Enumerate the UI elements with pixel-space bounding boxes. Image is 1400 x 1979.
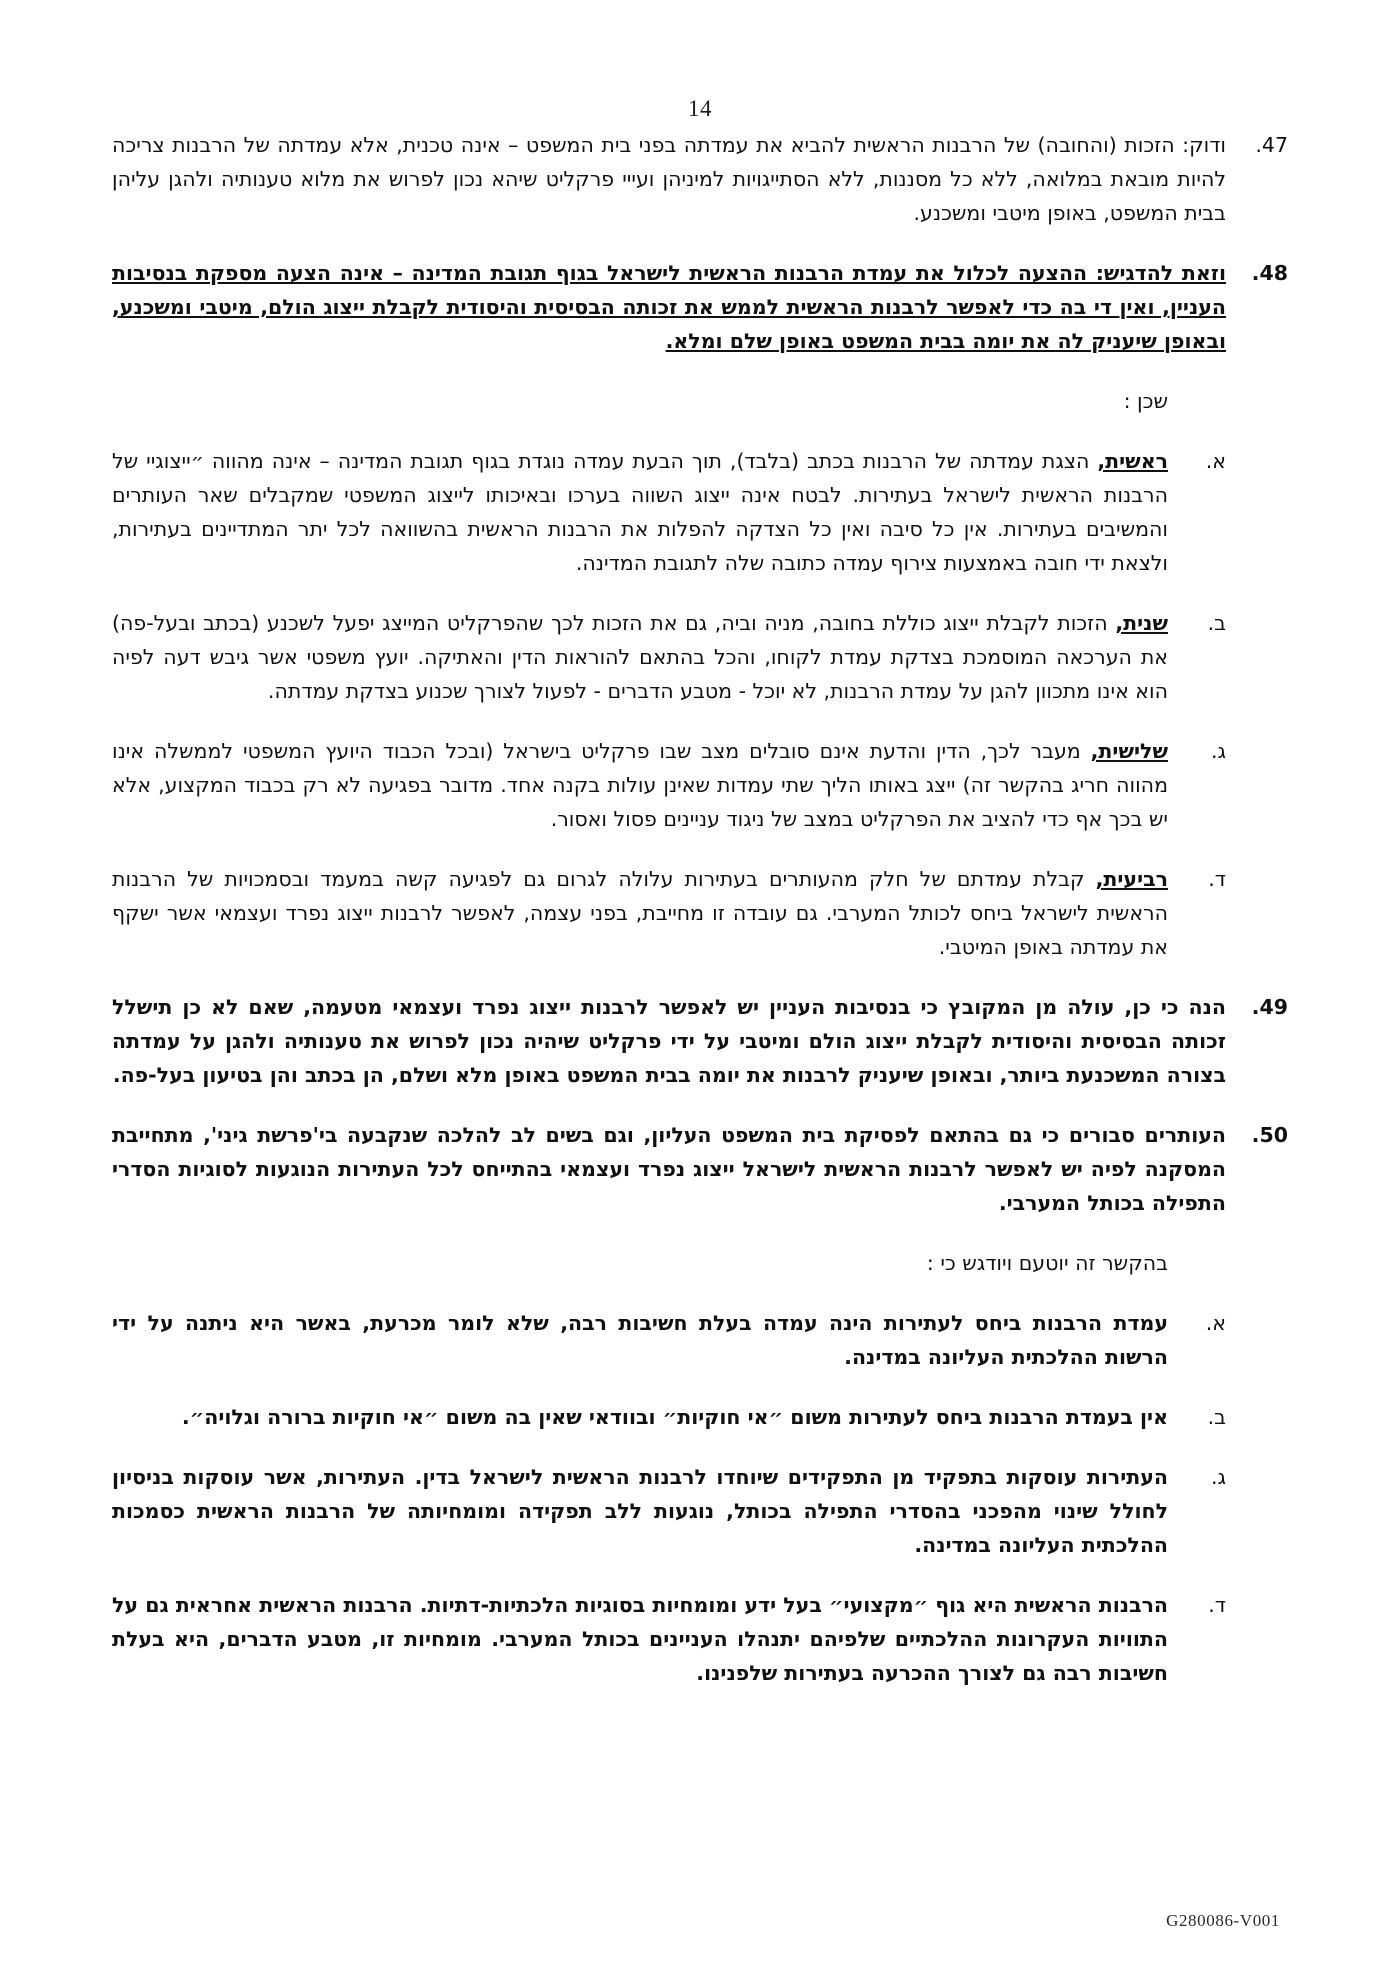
sub-item-text-a-2: עמדת הרבנות ביחס לעתירות הינה עמדה בעלת חשיבות רבה, שלא לומר מכרעת, באשר היא ניתנה על ידי הרשות ההלכתית העליונה במדינה. [112, 1311, 1168, 1369]
sub-item-b-second [112, 1400, 1288, 1434]
sub-item-marker-d: ד. [1208, 867, 1226, 891]
sub-item-text-c [112, 734, 1168, 836]
sub-item-d-second [112, 1588, 1288, 1690]
sub-item-b-run: הזכות לקבלת ייצוג כוללת בחובה, מניה וביה, גם את הזכות לכך שהפרקליט המייצג יפעל לשכנע (בכתב ובעל-פה) את הערכאה המוסמכת בצדקת עמדת לקוחו, והכל בהתאם להוראות הדין והאתיקה. יועץ משפטי אשר גיבש דעה לפיה הוא אינו מתכוון להגן על עמדת הרבנות, לא יוכל - מטבע הדברים - לפעול לצורך שכנוע בצדקת עמדתה. [112, 611, 1168, 703]
paragraph-number-49: 49. [1251, 995, 1288, 1019]
sub-item-marker-b: ב. [1207, 611, 1226, 635]
paragraph-48-run: וזאת להדגיש: ההצעה לכלול את עמדת הרבנות הראשית לישראל בגוף תגובת המדינה – אינה הצעה מספקת בנסיבות העניין, ואין די בה כדי לאפשר לרבנות הראשית לממש את זכותה הבסיסית והיסודית לקבלת ייצוג הולם, מיטבי ומשכנע, ובאופן שיעניק לה את יומה בבית המשפט באופן שלם ומלא. [112, 261, 1226, 353]
paragraph-50-run: העותרים סבורים כי גם בהתאם לפסיקת בית המשפט העליון, וגם בשים לב להלכה שנקבעה בי'פרשת גיני', מתחייבת המסקנה לפיה יש לאפשר לרבנות הראשית לישראל ייצוג נפרד ועצמאי בהתייחס לכל העתירות הנוגעות לסוגיות הסדרי התפילה בכותל המערבי. [112, 1123, 1226, 1215]
sub-item-a-first [112, 444, 1288, 580]
paragraph-number-47: 47. [1255, 133, 1288, 157]
sub-item-marker-b-2: ב. [1207, 1405, 1226, 1429]
document-body [112, 128, 1288, 1716]
sub-item-c-second [112, 1460, 1288, 1562]
connector-line-2: בהקשר זה יוטעם ויודגש כי : [926, 1251, 1168, 1275]
sub-item-marker-c: ג. [1211, 739, 1226, 763]
paragraph-text-50 [112, 1118, 1226, 1220]
sub-item-b-first [112, 606, 1288, 708]
sub-item-text-d-2: הרבנות הראשית היא גוף ״מקצועי״ בעל ידע ומומחיות בסוגיות הלכתיות-דתיות. הרבנות הראשית אחראית גם על התוויות העקרונות ההלכתיים שלפיהם יתנהלו העניינים בכותל המערבי. מומחיות זו, מטבע הדברים, היא בעלת חשיבות רבה גם לצורך ההכרעה בעתירות שלפנינו. [112, 1593, 1168, 1685]
sub-item-text-b [112, 606, 1168, 708]
paragraph-49 [112, 990, 1288, 1092]
sub-item-d-first [112, 862, 1288, 964]
sub-item-c-lead: שלישית, [1090, 739, 1168, 763]
paragraph-number-50: 50. [1251, 1123, 1288, 1147]
footer-document-code: G280086-V001 [1166, 1911, 1280, 1930]
page-number: 14 [688, 96, 712, 121]
connector-line-1: שכן : [1123, 389, 1168, 413]
paragraph-50 [112, 1118, 1288, 1220]
sub-item-c-run: מעבר לכך, הדין והדעת אינם סובלים מצב שבו פרקליט בישראל (ובכל הכבוד היועץ המשפטי לממשלה אינו מהווה חריג בהקשר זה) ייצג באותו הליך שתי עמדות שאינן עולות בקנה אחד. מדובר בפגיעה לא רק בכבוד המקצוע, אלא יש בכך אף כדי להציב את הפרקליט במצב של ניגוד עניינים פסול ואסור. [112, 739, 1168, 831]
sub-item-a-second [112, 1306, 1288, 1374]
paragraph-47-run: ודוק: הזכות (והחובה) של הרבנות הראשית להביא את עמדתה בפני בית המשפט – אינה טכנית, אלא עמדתה של הרבנות צריכה להיות מובאת במלואה, ללא כל מסננות, ללא הסתייגויות למיניהן ועייי פרקליט שיהא נכון לפרוש את מלוא טענותיה ולהגן עליהן בבית המשפט, באופן מיטבי ומשכנע. [112, 133, 1226, 225]
sub-item-c-first [112, 734, 1288, 836]
paragraph-49-run: הנה כי כן, עולה מן המקובץ כי בנסיבות העניין יש לאפשר לרבנות ייצוג נפרד ועצמאי מטעמה, שאם לא כן תישלל זכותה הבסיסית והיסודית לקבלת ייצוג הולם ומיטבי על ידי פרקליט שיהיה נכון לפרוש את טענותיה ולהגן על עמדתה בצורה המשכנעת ביותר, ובאופן שיעניק לרבנות את יומה בבית המשפט באופן מלא ושלם, הן בכתב והן בטיעון בעל-פה. [112, 995, 1226, 1087]
sub-item-text-d [112, 862, 1168, 964]
sub-item-b-lead: שנית, [1115, 611, 1168, 635]
paragraph-text-49 [112, 990, 1226, 1092]
sub-item-text-a [112, 444, 1168, 580]
sub-item-text-c-2: העתירות עוסקות בתפקיד מן התפקידים שיוחדו לרבנות הראשית לישראל בדין. העתירות, אשר עוסקות בניסיון לחולל שינוי מהפכני בהסדרי התפילה בכותל, נוגעות ללב תפקידה ומומחיותה של הרבנות הראשית כסמכות ההלכתית העליונה במדינה. [112, 1465, 1168, 1557]
paragraph-text-48 [112, 256, 1226, 358]
sub-item-marker-a-2: א. [1205, 1311, 1226, 1335]
sub-item-text-b-2: אין בעמדת הרבנות ביחס לעתירות משום ״אי חוקיות״ ובוודאי שאין בה משום ״אי חוקיות ברורה וגלויה״. [181, 1405, 1168, 1429]
sub-item-marker-d-2: ד. [1208, 1593, 1226, 1617]
paragraph-47 [112, 128, 1288, 230]
sub-item-a-lead: ראשית, [1097, 449, 1168, 473]
sub-item-marker-c-2: ג. [1211, 1465, 1226, 1489]
paragraph-text-47 [112, 128, 1226, 230]
sub-item-d-lead: רביעית, [1095, 867, 1168, 891]
sub-item-a-run: הצגת עמדתה של הרבנות בכתב (בלבד), תוך הבעת עמדה נוגדת בגוף תגובת המדינה – אינה מהווה ״ייצוגיי של הרבנות הראשית לישראל בעתירות. לבטח אינה ייצוג השווה בערכו ובאיכותו לייצוג המשפטי שמקבלים שאר העותרים והמשיבים בעתירות. אין כל סיבה ואין כל הצדקה להפלות את הרבנות הראשית בהשוואה לכל יתר המתדיינים בעתירות, ולצאת ידי חובה באמצעות צירוף עמדה כתובה שלה לתגובת המדינה. [112, 449, 1168, 575]
sub-item-d-run: קבלת עמדתם של חלק מהעותרים בעתירות עלולה לגרום גם לפגיעה קשה במעמד ובסמכויות של הרבנות הראשית לישראל ביחס לכותל המערבי. גם עובדה זו מחייבת, בפני עצמה, לאפשר לרבנות ייצוג נפרד ועצמאי אשר ישקף את עמדתה באופן המיטבי. [112, 867, 1168, 959]
sub-item-marker-a: א. [1205, 449, 1226, 473]
paragraph-48 [112, 256, 1288, 358]
paragraph-number-48: 48. [1251, 261, 1288, 285]
